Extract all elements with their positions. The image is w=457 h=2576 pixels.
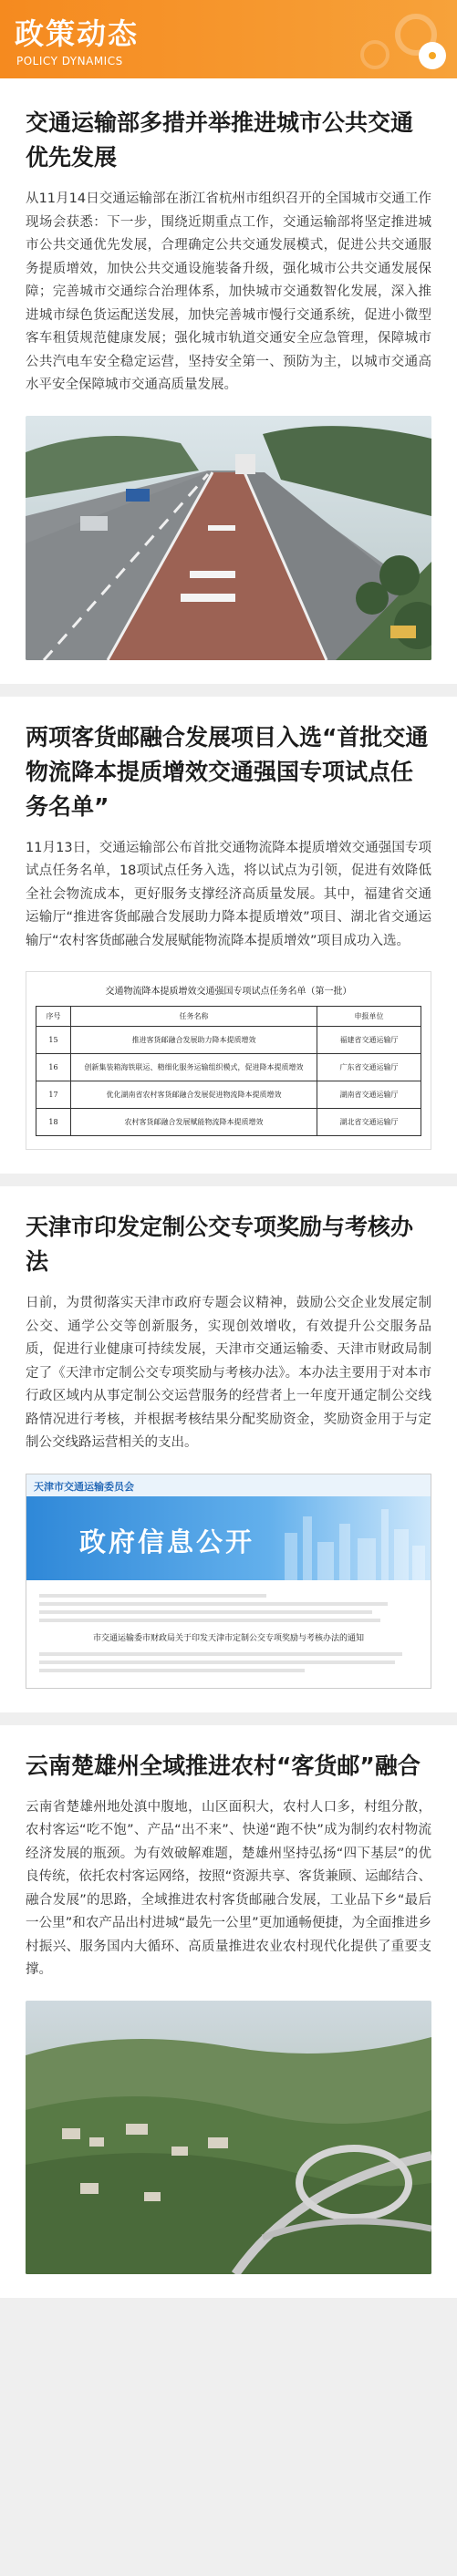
article-title[interactable]: 云南楚雄州全域推进农村“客货邮”融合 (26, 1752, 421, 1779)
article-body: 云南省楚雄州地处滇中腹地，山区面积大，农村人口多，村组分散，农村客运“吃不饱”、产品“出不来”、快递“跑不快”成为制约农村物流经济发展的瓶颈。为有效破解难题，楚雄州坚持弘扬“四下基层”的优良传统，依托农村客运网络，按照“资源共享、客货兼顾、运邮结合、融合发展”的思路，全域推进农村客货邮融合发展，工业品下乡“最后一公里”和农产品出村进城“最先一公里”更加通畅便捷，为全面推进乡村振兴、服务国内大循环、高质量推进农业农村现代化提供了重要支撑。 (26, 1799, 431, 1977)
article-title[interactable]: 交通运输部多措并举推进城市公共交通优先发展 (26, 109, 414, 171)
page-header (0, 0, 457, 78)
table-cell: 创新集装箱海铁联运、精细化服务运输组织模式，促进降本提质增效 (70, 1054, 317, 1081)
gov-site-name: 天津市交通运输委员会 (26, 1474, 431, 1496)
gov-info-screenshot (26, 1474, 431, 1689)
table-cell: 湖北省交通运输厅 (317, 1109, 421, 1136)
city-skyline-icon (266, 1496, 431, 1580)
article-card (0, 1186, 457, 1712)
article-body: 从11月14日交通运输部在浙江省杭州市组织召开的全国城市交通工作现场会获悉：下一步，围绕近期重点工作，交通运输部将坚定推进城市公共交通优先发展，合理确定公共交通发展模式，促进公共交通服务提质增效，加快公共交通设施装备升级，强化城市公共交通发展保障；完善城市交通综合治理体系，加快城市交通数智化发展，深入推进城市绿色货运配送发展，加快完善城市慢行交通系统，促进小微型客车租赁规范健康发展；强化城市轨道交通安全应急管理，保障城市公共汽电车安全稳定运营，坚持安全第一、预防为主，以城市交通高水平安全保障城市交通高质量发展。 (26, 191, 431, 392)
table-cell: 18 (36, 1109, 71, 1136)
table-header: 任务名称 (70, 1007, 317, 1027)
article-card (0, 78, 457, 684)
table-row (36, 1027, 421, 1054)
table-row (36, 1081, 421, 1109)
aerial-village-photo (26, 2001, 431, 2274)
menu-dot-icon (429, 52, 436, 59)
pilot-task-table (26, 971, 431, 1150)
bus-lane-photo (26, 416, 431, 660)
table-title: 交通物流降本提质增效交通强国专项试点任务名单（第一批） (105, 987, 352, 997)
page-title: 政策动态 (15, 16, 140, 51)
table-cell: 广东省交通运输厅 (317, 1054, 421, 1081)
table-cell: 优化湖南省农村客货邮融合发展促进物流降本提质增效 (70, 1081, 317, 1109)
table-row (36, 1109, 421, 1136)
article-card (0, 1725, 457, 2298)
table-header: 序号 (36, 1007, 71, 1027)
gov-doc-body (26, 1580, 431, 1688)
menu-button[interactable] (419, 42, 446, 69)
table-cell: 农村客货邮融合发展赋能物流降本提质增效 (70, 1109, 317, 1136)
table-header: 申报单位 (317, 1007, 421, 1027)
table-header-row (36, 1007, 421, 1027)
table-cell: 15 (36, 1027, 71, 1054)
page-subtitle: POLICY DYNAMICS (16, 55, 123, 67)
article-card (0, 697, 457, 1174)
table-cell: 17 (36, 1081, 71, 1109)
article-body: 日前，为贯彻落实天津市政府专题会议精神，鼓励公交企业发展定制公交、通学公交等创新服务，实现创效增收，有效提升公交服务品质，促进行业健康可持续发展，天津市交通运输委、天津市财政局制定了《天津市定制公交专项奖励与考核办法》。本办法主要用于对本市行政区域内从事定制公交运营服务的经营者上一年度开通定制公交线路情况进行考核，并根据考核结果分配奖励资金，奖励资金用于与定制公交线路运营相关的支出。 (26, 1296, 431, 1450)
table-cell: 16 (36, 1054, 71, 1081)
gov-banner-title: 政府信息公开 (79, 1526, 255, 1557)
article-body: 11月13日，交通运输部公布首批交通物流降本提质增效交通强国专项试点任务名单，18项试点任务入选，将以试点为引领，促进有效降低全社会物流成本，更好服务支撑经济高质量发展。其中，福建省交通运输厅“推进客货邮融合发展助力降本提质增效”项目、湖北省交通运输厅“农村客货邮融合发展赋能物流降本提质增效”项目成功入选。 (26, 840, 431, 948)
article-title[interactable]: 两项客货邮融合发展项目入选“首批交通物流降本提质增效交通强国专项试点任务名单” (26, 723, 429, 820)
table-cell: 湖南省交通运输厅 (317, 1081, 421, 1109)
table-row (36, 1054, 421, 1081)
gov-doc-title[interactable]: 市交通运输委市财政局关于印发天津市定制公交专项奖励与考核办法的通知 (92, 1633, 364, 1643)
gov-banner (26, 1496, 431, 1580)
table-cell: 福建省交通运输厅 (317, 1027, 421, 1054)
table-cell: 推进客货邮融合发展助力降本提质增效 (70, 1027, 317, 1054)
article-title[interactable]: 天津市印发定制公交专项奖励与考核办法 (26, 1214, 414, 1275)
